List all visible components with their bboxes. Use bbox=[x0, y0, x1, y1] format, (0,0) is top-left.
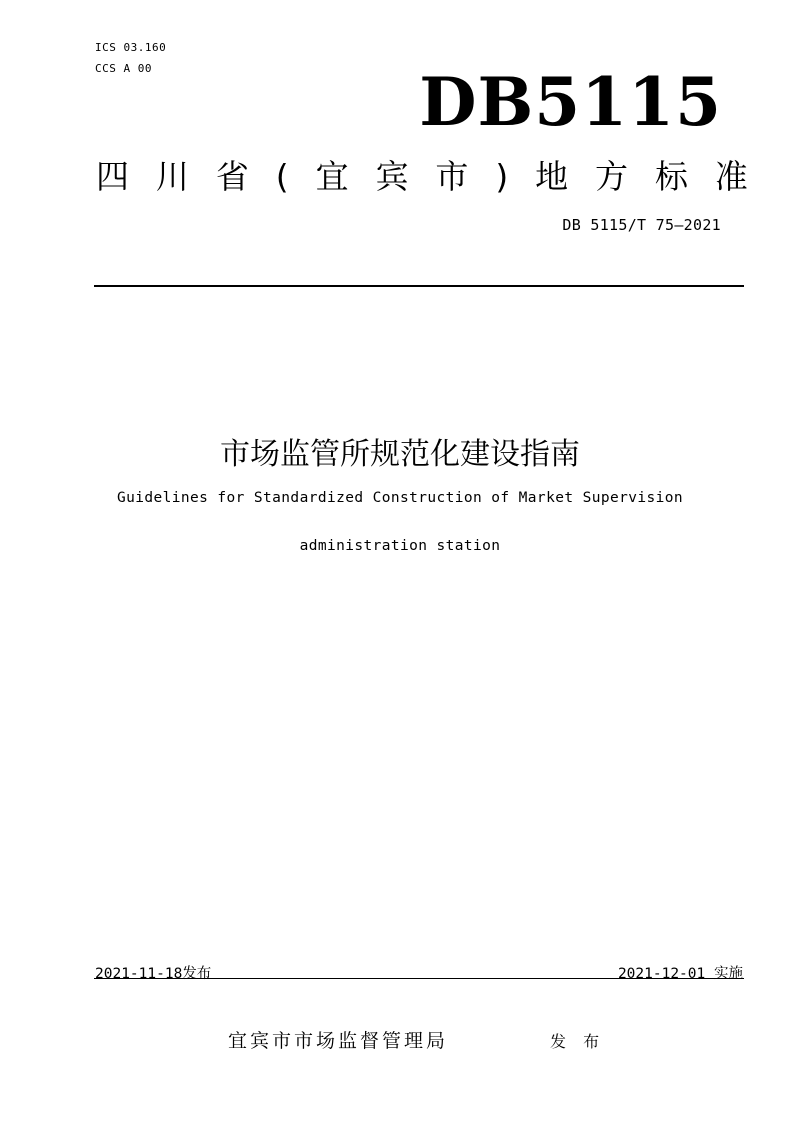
issue-date-block bbox=[95, 962, 211, 983]
implement-date-block bbox=[618, 962, 743, 983]
document-title-english-line2: administration station bbox=[299, 538, 501, 554]
document-title-english-line1: Guidelines for Standardized Construction of Market Supervision bbox=[116, 490, 684, 506]
standard-type-char: 市 bbox=[435, 157, 469, 196]
standard-code-large: DB5115 bbox=[419, 63, 722, 141]
standard-type-char: 准 bbox=[714, 157, 748, 196]
ics-code: ICS 03.160 bbox=[95, 41, 167, 54]
ccs-code: CCS A 00 bbox=[95, 62, 152, 75]
standard-type-heading bbox=[96, 154, 748, 200]
issue-date: 2021-11-18 bbox=[95, 966, 183, 982]
implement-label: 实施 bbox=[714, 966, 743, 982]
header-divider bbox=[94, 285, 744, 287]
document-title-chinese: 市场监管所规范化建设指南 bbox=[220, 437, 580, 472]
standard-type-char: 四 bbox=[96, 157, 129, 196]
standard-type-char: 宾 bbox=[375, 157, 409, 196]
standard-number: DB 5115/T 75—2021 bbox=[562, 216, 721, 234]
publisher-name: 宜宾市市场监督管理局 bbox=[228, 1030, 449, 1052]
standard-type-char: 省 bbox=[215, 157, 249, 196]
standard-type-char: 川 bbox=[155, 157, 189, 196]
issue-label: 发布 bbox=[182, 966, 212, 982]
publish-label: 发 布 bbox=[550, 1032, 606, 1051]
implement-date: 2021-12-01 bbox=[617, 966, 706, 982]
standard-type-char: 标 bbox=[654, 157, 688, 196]
footer-divider bbox=[94, 978, 744, 979]
standard-type-char: 方 bbox=[595, 157, 629, 196]
standard-type-char: 地 bbox=[535, 157, 569, 196]
standard-type-char: 宜 bbox=[315, 157, 349, 196]
standard-type-char: ) bbox=[495, 157, 509, 196]
standard-type-char: ( bbox=[275, 157, 289, 196]
